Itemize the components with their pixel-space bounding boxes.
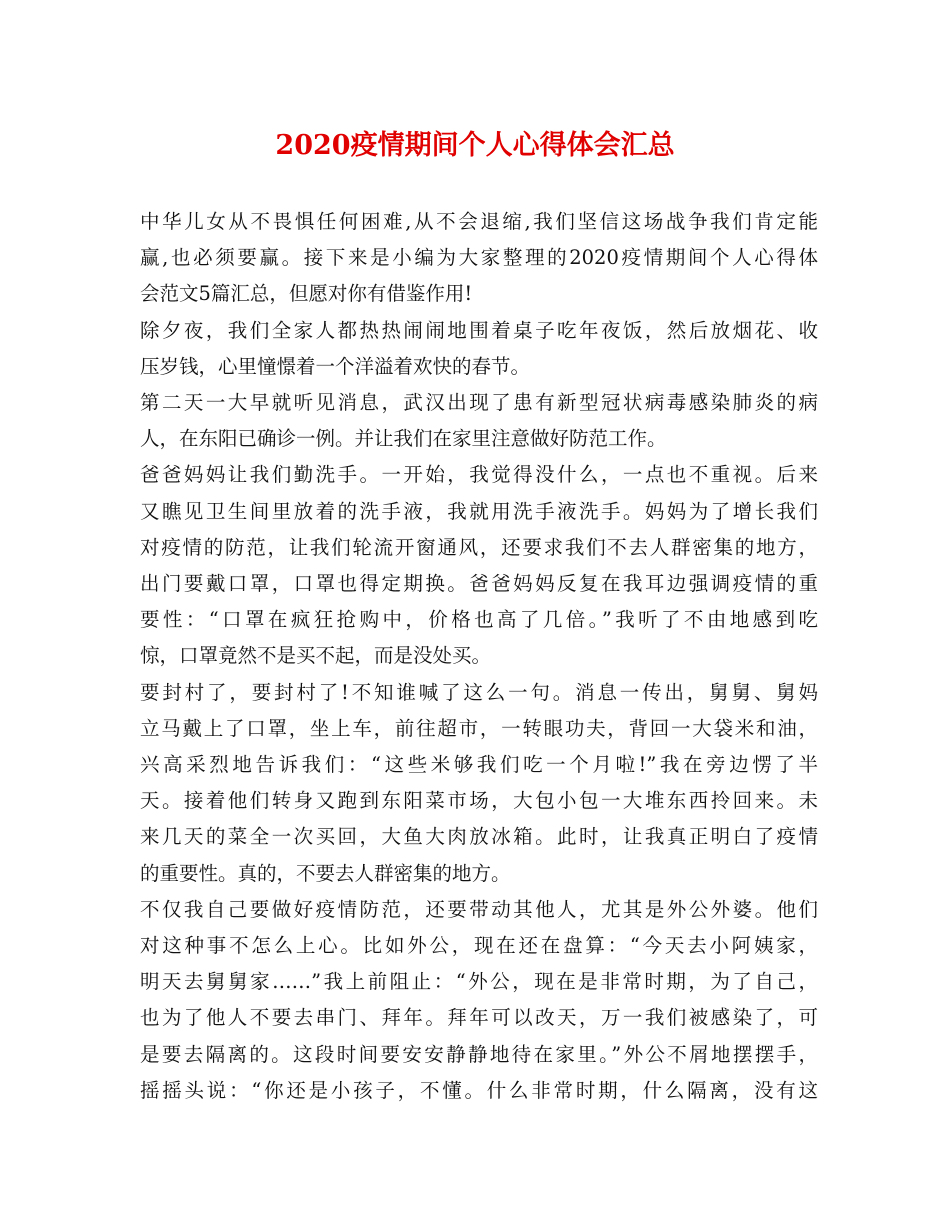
text-line: 爸爸妈妈让我们勤洗手。一开始，我觉得没什么，一点也不重视。后来 — [140, 463, 818, 487]
text-line: 赢,也必须要赢。接下来是小编为大家整理的2020疫情期间个人心得体 — [140, 246, 818, 270]
text-line: 又瞧见卫生间里放着的洗手液，我就用洗手液洗手。妈妈为了增长我们 — [140, 499, 818, 523]
text-line: 摇摇头说：“你还是小孩子，不懂。什么非常时期，什么隔离，没有这 — [140, 1078, 818, 1102]
text-line: 来几天的菜全一次买回，大鱼大肉放冰箱。此时，让我真正明白了疫情 — [140, 825, 818, 849]
text-line: 第二天一大早就听见消息，武汉出现了患有新型冠状病毒感染肺炎的病 — [140, 391, 818, 415]
paragraph-intro — [140, 204, 818, 313]
text-line: 中华儿女从不畏惧任何困难,从不会退缩,我们坚信这场战争我们肯定能 — [140, 210, 818, 233]
paragraph-news — [140, 385, 818, 457]
paragraph-hand-washing — [140, 457, 818, 674]
text-line: 出门要戴口罩，口罩也得定期换。爸爸妈妈反复在我耳边强调疫情的重 — [140, 572, 818, 596]
text-line: 明天去舅舅家……”我上前阻止：“外公，现在是非常时期，为了自己， — [140, 970, 818, 994]
text-line: 会范文5篇汇总，但愿对你有借鉴作用! — [140, 282, 473, 306]
document-title: 2020疫情期间个人心得体会汇总 — [275, 130, 675, 161]
text-line: 立马戴上了口罩，坐上车，前往超市，一转眼功夫，背回一大袋米和油， — [140, 716, 818, 740]
paragraph-new-year-eve — [140, 313, 818, 385]
text-line: 要封村了，要封村了!不知谁喊了这么一句。消息一传出，舅舅、舅妈 — [140, 680, 818, 704]
text-line: 惊，口罩竟然不是买不起，而是没处买。 — [140, 644, 492, 668]
text-line: 天。接着他们转身又跑到东阳菜市场，大包小包一大堆东西拎回来。未 — [140, 789, 818, 813]
text-line: 人，在东阳已确诊一例。并让我们在家里注意做好防范工作。 — [140, 427, 667, 451]
text-line: 兴高采烈地告诉我们：“这些米够我们吃一个月啦!”我在旁边愣了半 — [140, 753, 818, 777]
text-line: 要性：“口罩在疯狂抢购中，价格也高了几倍。”我听了不由地感到吃 — [140, 608, 818, 632]
paragraph-village-lockdown — [140, 675, 818, 892]
paragraph-grandparents — [140, 892, 818, 1109]
document-body — [140, 204, 818, 1109]
text-line: 也为了他人不要去串门、拜年。拜年可以改天，万一我们被感染了，可 — [140, 1006, 818, 1030]
text-line: 是要去隔离的。这段时间要安安静静地待在家里。”外公不屑地摆摆手， — [140, 1042, 818, 1066]
text-line: 压岁钱，心里憧憬着一个洋溢着欢快的春节。 — [140, 354, 531, 378]
text-line: 不仅我自己要做好疫情防范，还要带动其他人，尤其是外公外婆。他们 — [140, 897, 818, 921]
text-line: 的重要性。真的，不要去人群密集的地方。 — [140, 861, 511, 885]
text-line: 对这种事不怎么上心。比如外公，现在还在盘算：“今天去小阿姨家， — [140, 934, 818, 958]
text-line: 除夕夜，我们全家人都热热闹闹地围着桌子吃年夜饭，然后放烟花、收 — [140, 318, 818, 342]
text-line: 对疫情的防范，让我们轮流开窗通风，还要求我们不去人群密集的地方， — [140, 535, 818, 559]
